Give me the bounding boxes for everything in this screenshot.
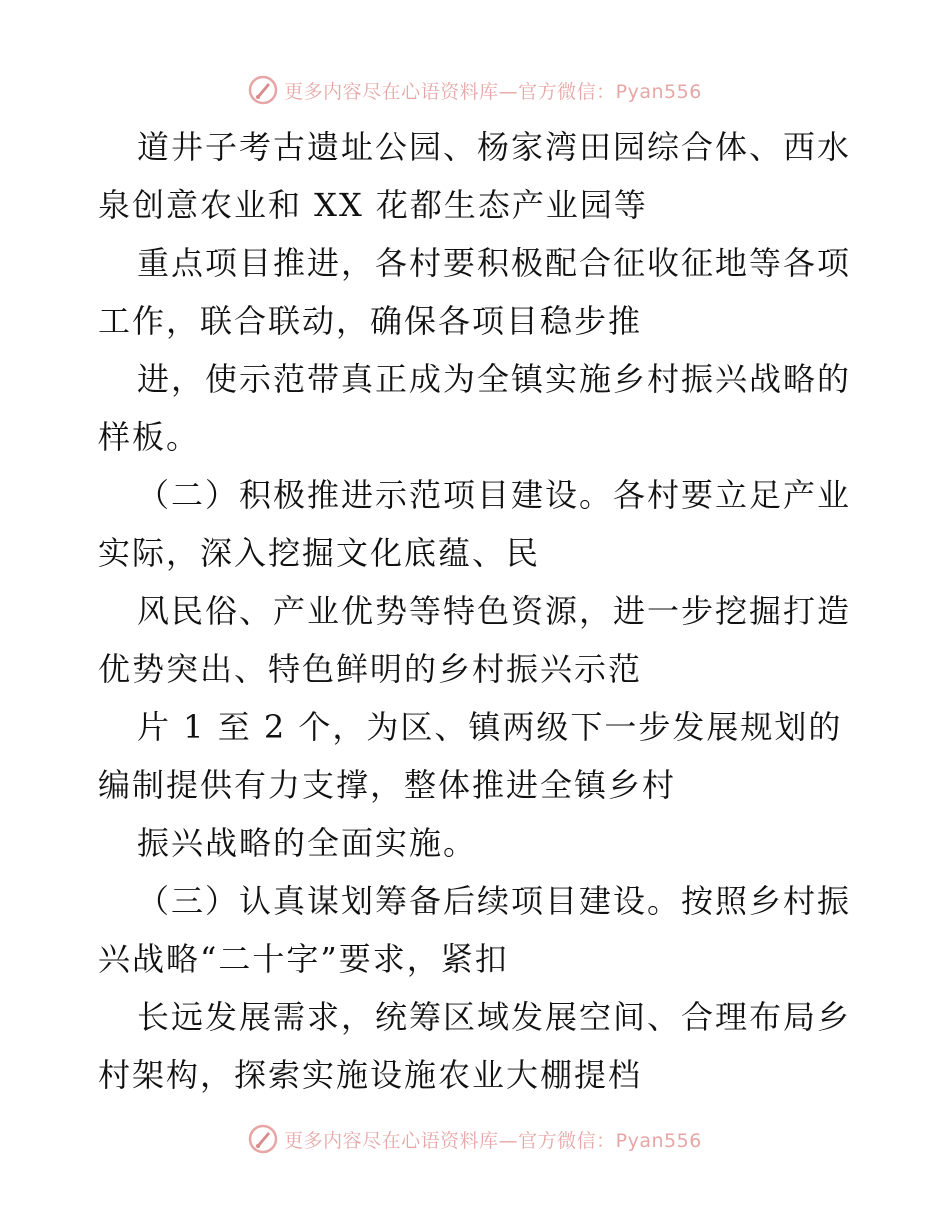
text-line: 重点项目推进，各村要积极配合征收征地等各项 [137, 244, 852, 282]
text-line: 村架构，探索实施设施农业大棚提档 [98, 1056, 643, 1094]
text-line: 实际，深入挖掘文化底蕴、民 [98, 534, 541, 572]
text-line: 兴战略“二十字”要求，紧扣 [98, 940, 509, 978]
text-line: 泉创意农业和 XX 花都生态产业园等 [98, 186, 648, 224]
text-line: 优势突出、特色鲜明的乡村振兴示范 [98, 650, 643, 688]
text-line: 样板。 [98, 418, 201, 456]
text-line: 编制提供有力支撑，整体推进全镇乡村 [98, 766, 677, 804]
watermark-text: 更多内容尽在心语资料库—官方微信：Pyan556 [284, 80, 702, 103]
text-line: 长远发展需求，统筹区域发展空间、合理布局乡 [137, 998, 852, 1036]
text-line: 进，使示范带真正成为全镇实施乡村振兴战略的 [137, 360, 852, 398]
watermark-text: 更多内容尽在心语资料库—官方微信：Pyan556 [284, 1129, 702, 1152]
text-line: 道井子考古遗址公园、杨家湾田园综合体、西水 [137, 128, 852, 166]
text-line: （二）积极推进示范项目建设。各村要立足产业 [137, 476, 852, 514]
text-line: 工作，联合联动，确保各项目稳步推 [98, 302, 643, 340]
text-line: 片 1 至 2 个，为区、镇两级下一步发展规划的 [137, 708, 843, 746]
header-watermark [0, 72, 950, 108]
text-line: 风民俗、产业优势等特色资源，进一步挖掘打造 [137, 592, 852, 630]
quill-logo-icon [248, 75, 278, 105]
text-line: 振兴战略的全面实施。 [137, 824, 478, 862]
text-line: （三）认真谋划筹备后续项目建设。按照乡村振 [137, 882, 852, 920]
quill-logo-icon [248, 1124, 278, 1154]
footer-watermark [0, 1121, 950, 1157]
